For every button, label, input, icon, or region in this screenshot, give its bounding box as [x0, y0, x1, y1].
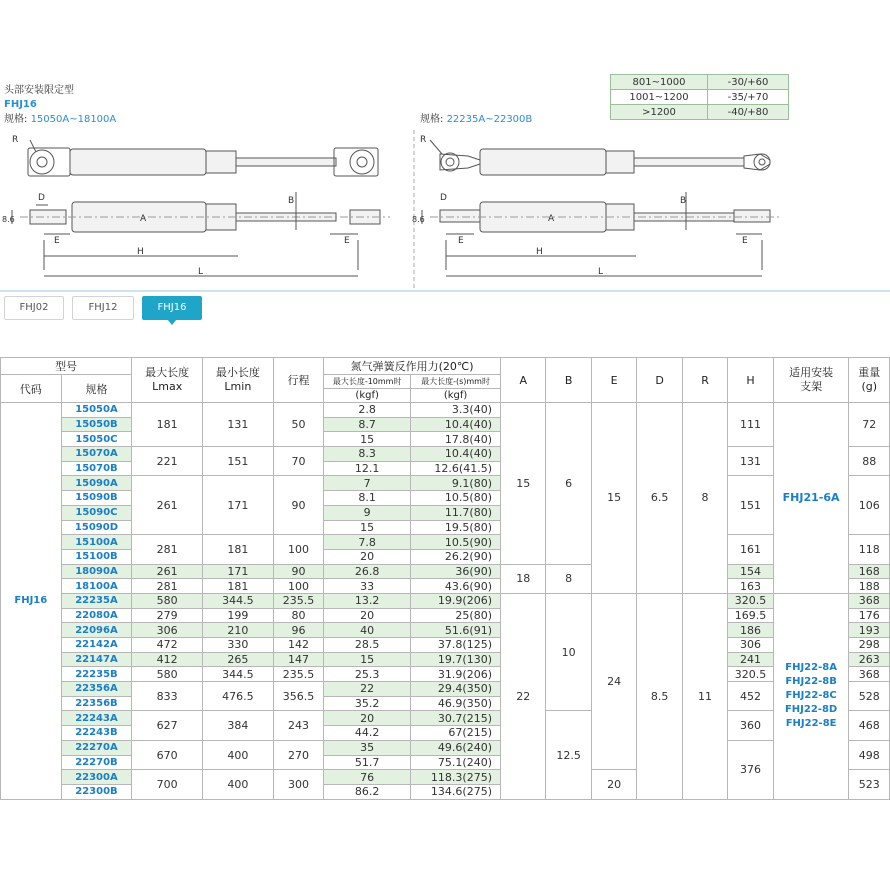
weight-cell: 528 [849, 682, 890, 711]
force-max-cell: 3.3(40) [411, 403, 501, 418]
lmin-cell: 344.5 [203, 667, 274, 682]
force-max-cell: 19.9(206) [411, 593, 501, 608]
B-cell: 6 [546, 403, 591, 565]
H-cell: 154 [728, 564, 773, 579]
spec-cell: 18090A [61, 564, 132, 579]
header-stroke: 行程 [273, 358, 324, 403]
spec-cell: 22080A [61, 608, 132, 623]
header-force-group: 氮气弹簧反作用力(20℃) [324, 358, 501, 375]
spec-cell: 15090C [61, 505, 132, 520]
H-cell: 186 [728, 623, 773, 638]
force-max-cell: 67(215) [411, 726, 501, 741]
table-row [1, 593, 890, 608]
weight-cell: 263 [849, 652, 890, 667]
H-cell: 452 [728, 682, 773, 711]
R-cell: 8 [682, 403, 727, 594]
lmin-cell: 181 [203, 535, 274, 564]
weight-cell: 118 [849, 535, 890, 564]
spec-cell: 15090B [61, 491, 132, 506]
force-min-cell: 44.2 [324, 726, 411, 741]
lmax-cell: 306 [132, 623, 203, 638]
header-kgf: (kgf) [324, 389, 411, 403]
force-min-cell: 7 [324, 476, 411, 491]
header-E: E [591, 358, 636, 403]
spec-cell: 22300A [61, 770, 132, 785]
weight-cell: 498 [849, 740, 890, 769]
table-row [1, 476, 890, 491]
spec-cell: 15090A [61, 476, 132, 491]
spec-cell: 15100B [61, 549, 132, 564]
header-kgf: (kgf) [411, 389, 501, 403]
spec-cell: 22142A [61, 638, 132, 653]
bracket-cell: FHJ21-6A [773, 403, 849, 594]
force-min-cell: 15 [324, 652, 411, 667]
weight-cell: 193 [849, 623, 890, 638]
force-max-cell: 51.6(91) [411, 623, 501, 638]
bracket-fhj22-8e: FHJ22-8E [785, 718, 837, 730]
stroke-cell: 90 [273, 564, 324, 579]
spec-table [0, 357, 890, 800]
dim-D: D [440, 193, 447, 203]
lmax-cell: 181 [132, 403, 203, 447]
lmin-cell: 171 [203, 564, 274, 579]
lmax-cell: 580 [132, 667, 203, 682]
force-max-cell: 11.7(80) [411, 505, 501, 520]
force-max-cell: 19.5(80) [411, 520, 501, 535]
force-min-cell: 22 [324, 682, 411, 697]
force-min-cell: 13.2 [324, 593, 411, 608]
tab-fhj16[interactable]: FHJ16 [142, 296, 202, 320]
header-lmax: 最大长度 Lmax [132, 358, 203, 403]
H-cell: 163 [728, 579, 773, 594]
force-max-cell: 36(90) [411, 564, 501, 579]
force-max-cell: 25(80) [411, 608, 501, 623]
spec-cell: 15090D [61, 520, 132, 535]
stroke-cell: 100 [273, 579, 324, 594]
lmin-cell: 330 [203, 638, 274, 653]
spec-cell: 22096A [61, 623, 132, 638]
header-spec: 规格 [61, 375, 132, 403]
table-row [1, 579, 890, 594]
lmin-cell: 400 [203, 740, 274, 769]
dim-L: L [598, 267, 604, 277]
lmin-cell: 131 [203, 403, 274, 447]
force-min-cell: 2.8 [324, 403, 411, 418]
weight-cell: 72 [849, 403, 890, 447]
H-cell: 376 [728, 740, 773, 799]
spec-cell: 22147A [61, 652, 132, 667]
weight-cell: 523 [849, 770, 890, 799]
lmax-cell: 261 [132, 564, 203, 579]
weight-cell: 468 [849, 711, 890, 740]
force-max-cell: 10.5(90) [411, 535, 501, 550]
dim-E: E [458, 236, 464, 246]
force-max-cell: 10.4(40) [411, 417, 501, 432]
temperature-limit-table [610, 74, 789, 120]
force-min-cell: 8.7 [324, 417, 411, 432]
lmin-cell: 151 [203, 447, 274, 476]
weight-cell: 188 [849, 579, 890, 594]
code-cell: FHJ16 [1, 403, 62, 800]
header-force-min: 最大长度-10mm时 [324, 375, 411, 389]
E-cell: 24 [591, 593, 636, 769]
technical-drawing-area [0, 76, 890, 290]
lmax-cell: 221 [132, 447, 203, 476]
stroke-cell: 270 [273, 740, 324, 769]
force-min-cell: 25.3 [324, 667, 411, 682]
force-min-cell: 9 [324, 505, 411, 520]
table-row [1, 623, 890, 638]
table-row [1, 447, 890, 462]
force-min-cell: 86.2 [324, 784, 411, 799]
force-max-cell: 43.6(90) [411, 579, 501, 594]
stroke-cell: 243 [273, 711, 324, 740]
H-cell: 320.5 [728, 667, 773, 682]
stroke-cell: 356.5 [273, 682, 324, 711]
lmax-cell: 580 [132, 593, 203, 608]
spec-cell: 15050C [61, 432, 132, 447]
dim-A: A [548, 214, 555, 224]
lmax-cell: 412 [132, 652, 203, 667]
force-min-cell: 15 [324, 432, 411, 447]
stroke-cell: 80 [273, 608, 324, 623]
header-weight: 重量 (g) [849, 358, 890, 403]
H-cell: 241 [728, 652, 773, 667]
left-drawing-title: 头部安装限定型 [4, 85, 74, 96]
spec-cell: 22356A [61, 682, 132, 697]
table-row [1, 740, 890, 755]
force-min-cell: 8.3 [324, 447, 411, 462]
B-cell: 8 [546, 564, 591, 593]
header-code: 代码 [1, 375, 62, 403]
stroke-cell: 147 [273, 652, 324, 667]
force-min-cell: 15 [324, 520, 411, 535]
E-cell: 15 [591, 403, 636, 594]
B-cell: 10 [546, 593, 591, 711]
weight-cell: 88 [849, 447, 890, 476]
weight-cell: 298 [849, 638, 890, 653]
lmin-cell: 199 [203, 608, 274, 623]
D-cell: 6.5 [637, 403, 682, 594]
force-min-cell: 20 [324, 711, 411, 726]
dim-H: H [137, 247, 144, 257]
left-drawing-model: FHJ16 [4, 99, 37, 110]
force-max-cell: 30.7(215) [411, 711, 501, 726]
bracket-fhj22-8c: FHJ22-8C [785, 690, 837, 702]
force-min-cell: 40 [324, 623, 411, 638]
force-max-cell: 12.6(41.5) [411, 461, 501, 476]
header-B: B [546, 358, 591, 403]
weight-cell: 106 [849, 476, 890, 535]
lmax-cell: 261 [132, 476, 203, 535]
H-cell: 161 [728, 535, 773, 564]
left-gas-spring-drawing [0, 130, 400, 290]
bracket-fhj22-8a: FHJ22-8A [785, 662, 837, 674]
lmax-cell: 472 [132, 638, 203, 653]
section-divider [0, 290, 890, 292]
force-min-cell: 7.8 [324, 535, 411, 550]
force-min-cell: 26.8 [324, 564, 411, 579]
spec-cell: 22270B [61, 755, 132, 770]
lmin-cell: 265 [203, 652, 274, 667]
dim-A: A [140, 214, 147, 224]
H-cell: 151 [728, 476, 773, 535]
table-row [1, 682, 890, 697]
header-R: R [682, 358, 727, 403]
spec-cell: 15100A [61, 535, 132, 550]
spec-cell: 22235B [61, 667, 132, 682]
dim-R: R [12, 135, 19, 145]
header-lmin: 最小长度 Lmin [203, 358, 274, 403]
lmin-cell: 181 [203, 579, 274, 594]
stroke-cell: 235.5 [273, 667, 324, 682]
lmax-cell: 281 [132, 579, 203, 594]
dim-8.6: 8.6 [412, 215, 425, 224]
force-max-cell: 37.8(125) [411, 638, 501, 653]
force-max-cell: 29.4(350) [411, 682, 501, 697]
force-min-cell: 35 [324, 740, 411, 755]
H-cell: 306 [728, 638, 773, 653]
H-cell: 131 [728, 447, 773, 476]
B-cell: 12.5 [546, 711, 591, 799]
spec-cell: 22243A [61, 711, 132, 726]
lmax-cell: 281 [132, 535, 203, 564]
lmax-cell: 833 [132, 682, 203, 711]
force-min-cell: 35.2 [324, 696, 411, 711]
stroke-cell: 300 [273, 770, 324, 799]
H-cell: 320.5 [728, 593, 773, 608]
force-max-cell: 75.1(240) [411, 755, 501, 770]
weight-cell: 168 [849, 564, 890, 579]
stroke-cell: 70 [273, 447, 324, 476]
stroke-cell: 50 [273, 403, 324, 447]
lmin-cell: 171 [203, 476, 274, 535]
header-model-group: 型号 [1, 358, 132, 375]
H-cell: 111 [728, 403, 773, 447]
force-min-cell: 20 [324, 608, 411, 623]
dim-E: E [742, 236, 748, 246]
force-max-cell: 49.6(240) [411, 740, 501, 755]
force-min-cell: 76 [324, 770, 411, 785]
left-spec-label: 规格: 15050A~18100A [4, 114, 117, 125]
force-max-cell: 26.2(90) [411, 549, 501, 564]
force-max-cell: 46.9(350) [411, 696, 501, 711]
spec-cell: 15070A [61, 447, 132, 462]
spec-cell: 22235A [61, 593, 132, 608]
lmax-cell: 700 [132, 770, 203, 799]
header-H: H [728, 358, 773, 403]
lmin-cell: 344.5 [203, 593, 274, 608]
force-min-cell: 33 [324, 579, 411, 594]
header-D: D [637, 358, 682, 403]
force-min-cell: 28.5 [324, 638, 411, 653]
table-row [1, 564, 890, 579]
lmax-cell: 279 [132, 608, 203, 623]
bracket-fhj22-8d: FHJ22-8D [784, 704, 838, 716]
dim-E: E [344, 236, 350, 246]
lmax-cell: 627 [132, 711, 203, 740]
spec-cell: 15050A [61, 403, 132, 418]
table-row [1, 638, 890, 653]
lmin-cell: 400 [203, 770, 274, 799]
R-cell: 11 [682, 593, 727, 799]
force-max-cell: 134.6(275) [411, 784, 501, 799]
dim-L: L [198, 267, 204, 277]
A-cell: 15 [501, 403, 546, 565]
weight-cell: 368 [849, 667, 890, 682]
spec-cell: 22243B [61, 726, 132, 741]
spec-cell: 15050B [61, 417, 132, 432]
weight-cell: 368 [849, 593, 890, 608]
force-min-cell: 12.1 [324, 461, 411, 476]
weight-cell: 176 [849, 608, 890, 623]
D-cell: 8.5 [637, 593, 682, 799]
table-row [1, 608, 890, 623]
table-row [1, 652, 890, 667]
force-max-cell: 10.4(40) [411, 447, 501, 462]
lmin-cell: 210 [203, 623, 274, 638]
spec-cell: 22356B [61, 696, 132, 711]
table-row [1, 711, 890, 726]
dim-8.6: 8.6 [2, 215, 15, 224]
force-min-cell: 20 [324, 549, 411, 564]
right-spec-range: 22235A~22300B [446, 114, 533, 125]
spec-cell: 15070B [61, 461, 132, 476]
force-min-cell: 51.7 [324, 755, 411, 770]
dim-B: B [680, 196, 687, 206]
table-row [1, 403, 890, 418]
stroke-cell: 90 [273, 476, 324, 535]
lmin-cell: 476.5 [203, 682, 274, 711]
force-max-cell: 31.9(206) [411, 667, 501, 682]
lmin-cell: 384 [203, 711, 274, 740]
A-cell: 18 [501, 564, 546, 593]
temp-row: 1001~1200 -35/+70 [611, 90, 789, 105]
lmax-cell: 670 [132, 740, 203, 769]
table-row [1, 535, 890, 550]
dim-D: D [38, 193, 45, 203]
header-A: A [501, 358, 546, 403]
dim-R: R [420, 135, 427, 145]
header-bracket: 适用安装 支架 [773, 358, 849, 403]
force-min-cell: 8.1 [324, 491, 411, 506]
bracket-cell [773, 593, 849, 799]
dim-E: E [54, 236, 60, 246]
force-max-cell: 10.5(80) [411, 491, 501, 506]
H-cell: 360 [728, 711, 773, 740]
force-max-cell: 17.8(40) [411, 432, 501, 447]
A-cell: 22 [501, 593, 546, 799]
right-gas-spring-drawing [410, 130, 790, 290]
header-force-max: 最大长度-(s)mm时 [411, 375, 501, 389]
left-spec-range: 15050A~18100A [30, 114, 117, 125]
stroke-cell: 142 [273, 638, 324, 653]
H-cell: 169.5 [728, 608, 773, 623]
E-cell: 20 [591, 770, 636, 799]
force-max-cell: 118.3(275) [411, 770, 501, 785]
dim-B: B [288, 196, 295, 206]
spec-cell: 18100A [61, 579, 132, 594]
table-row [1, 667, 890, 682]
tab-fhj12[interactable]: FHJ12 [72, 296, 134, 320]
stroke-cell: 235.5 [273, 593, 324, 608]
stroke-cell: 96 [273, 623, 324, 638]
dim-H: H [536, 247, 543, 257]
spec-cell: 22270A [61, 740, 132, 755]
right-spec-label: 规格: 22235A~22300B [420, 114, 533, 125]
spec-cell: 22300B [61, 784, 132, 799]
bracket-fhj22-8b: FHJ22-8B [785, 676, 837, 688]
temp-row: 801~1000 -30/+60 [611, 75, 789, 90]
temp-row: >1200 -40/+80 [611, 105, 789, 120]
force-max-cell: 19.7(130) [411, 652, 501, 667]
stroke-cell: 100 [273, 535, 324, 564]
tab-fhj02[interactable]: FHJ02 [4, 296, 64, 320]
force-max-cell: 9.1(80) [411, 476, 501, 491]
